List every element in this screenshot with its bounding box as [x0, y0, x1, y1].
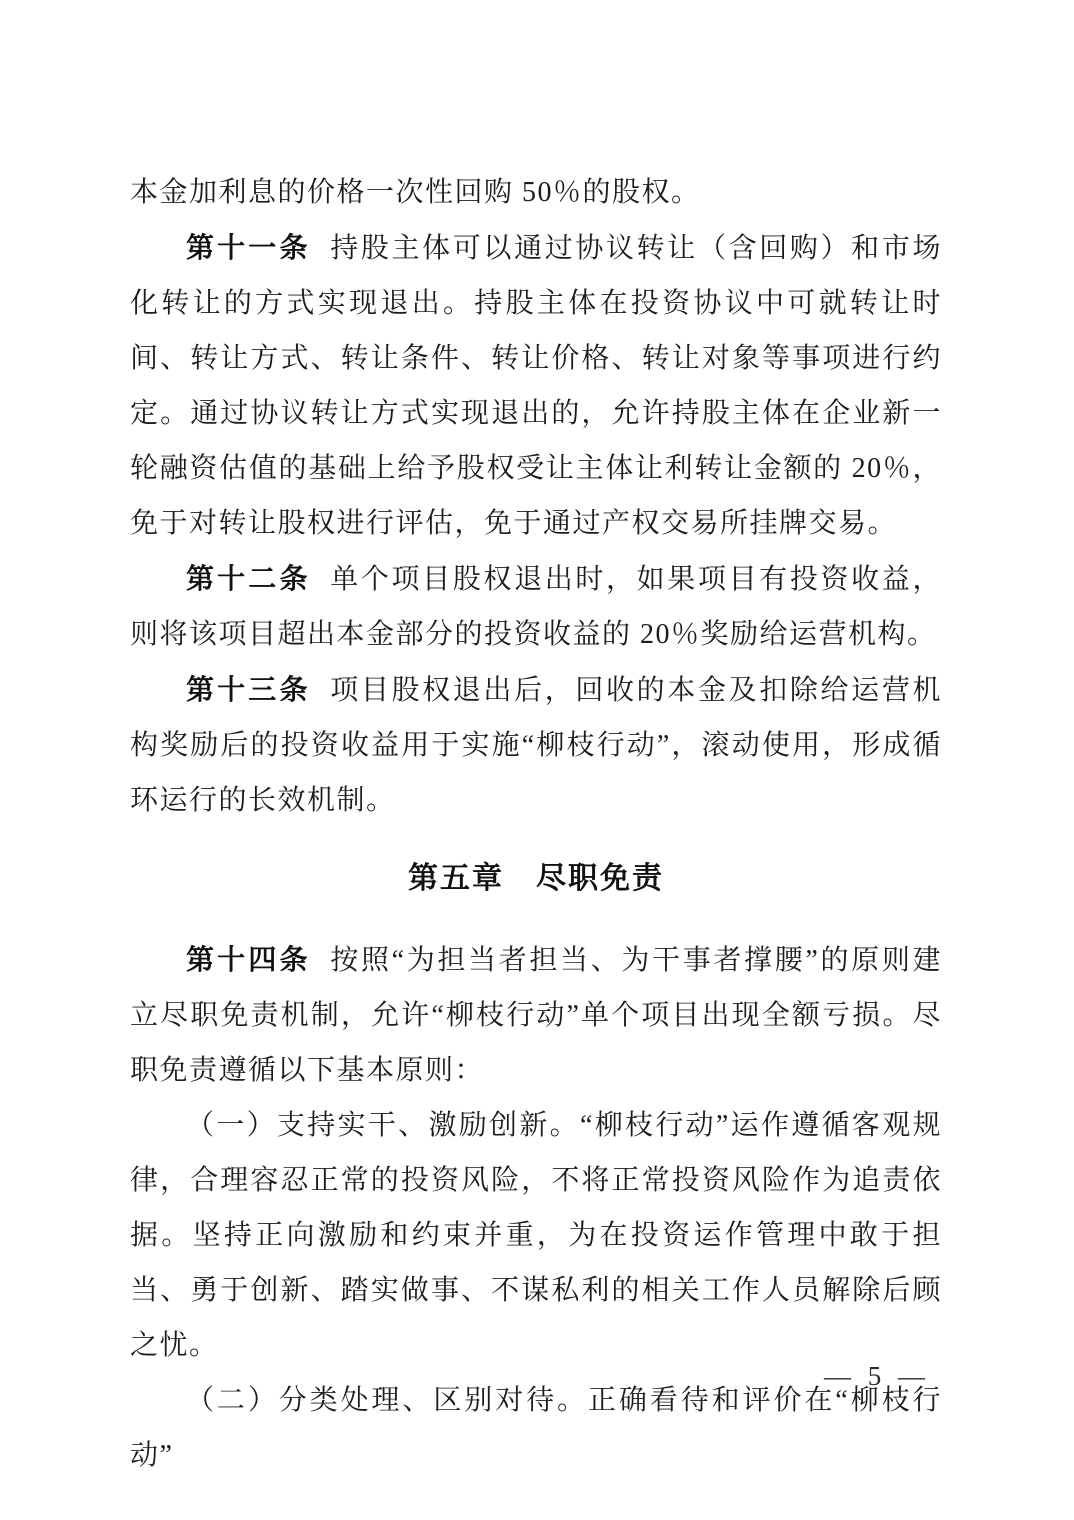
article-11-number: 第十一条 — [186, 232, 311, 263]
paragraph-article-11 — [130, 220, 942, 551]
paragraph-continuation: 本金加利息的价格一次性回购 50％的股权。 — [130, 177, 701, 208]
document-body — [130, 165, 942, 1483]
article-14-text: 按照“为担当者担当、为干事者撑腰”的原则建立尽职免责机制，允许“柳枝行动”单个项目出现全额亏损。尽职免责遵循以下基本原则： — [130, 945, 942, 1086]
article-14-number: 第十四条 — [186, 944, 311, 975]
paragraph-article-13 — [130, 662, 942, 828]
article-13-number: 第十三条 — [186, 674, 311, 705]
article-12-number: 第十二条 — [186, 563, 311, 594]
paragraph-article-14 — [130, 932, 942, 1098]
page-number: — 5 — — [824, 1361, 930, 1391]
article-13-text: 项目股权退出后，回收的本金及扣除给运营机构奖励后的投资收益用于实施“柳枝行动”，滚动使用，形成循环运行的长效机制。 — [130, 675, 942, 816]
article-12-text: 单个项目股权退出时，如果项目有投资收益，则将该项目超出本金部分的投资收益的 20％奖励给运营机构。 — [130, 564, 942, 650]
paragraph-article-12 — [130, 551, 942, 662]
chapter-5-heading: 第五章 尽职免责 — [408, 862, 664, 895]
paragraph-clause-1: （一）支持实干、激励创新。“柳枝行动”运作遵循客观规律，合理容忍正常的投资风险，不将正常投资风险作为追责依据。坚持正向激励和约束并重，为在投资运作管理中敢于担当、勇于创新、踏实做事、不谋私利的相关工作人员解除后顾之忧。 — [130, 1110, 942, 1361]
paragraph-clause-2: （二）分类处理、区别对待。正确看待和评价在“柳枝行动” — [130, 1385, 942, 1471]
article-11-text: 持股主体可以通过协议转让（含回购）和市场化转让的方式实现退出。持股主体在投资协议中可就转让时间、转让方式、转让条件、转让价格、转让对象等事项进行约定。通过协议转让方式实现退出的，允许持股主体在企业新一轮融资估值的基础上给予股权受让主体让利转让金额的 20％，免于对转让股权进行评估，免于通过产权交易所挂牌交易。 — [130, 233, 942, 539]
